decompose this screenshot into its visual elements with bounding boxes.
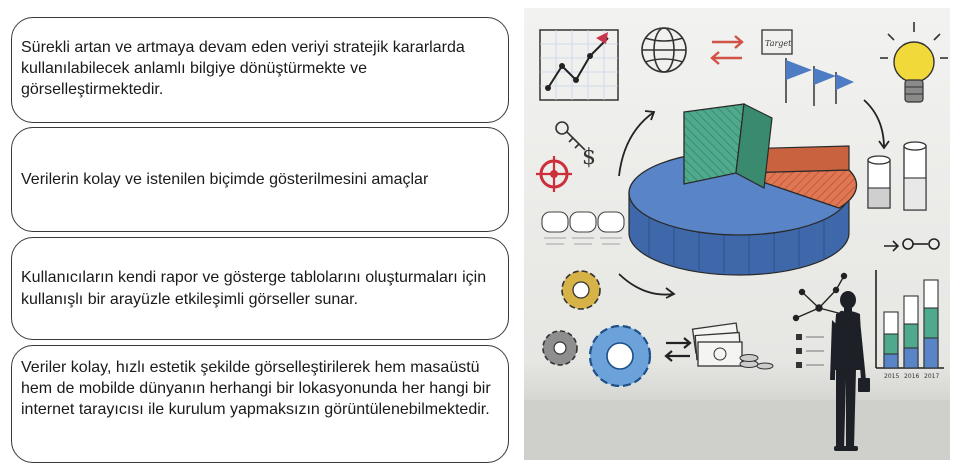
info-box-3	[11, 237, 509, 340]
info-text-3: Kullanıcıların kendi rapor ve gösterge tablolarını oluşturmaları için kullanışlı bir arayüzle etkileşimli görseller sunar.	[21, 269, 487, 308]
bar-label-2: 2016	[904, 373, 920, 380]
info-box-2	[11, 127, 509, 232]
target-label: Target	[765, 39, 792, 48]
speech-bubbles	[542, 212, 624, 232]
dollar-icon: $	[582, 145, 596, 170]
bar-label-3: 2017	[924, 373, 940, 380]
info-text-2: Verilerin kolay ve istenilen biçimde gösterilmesini amaçlar	[21, 170, 429, 188]
info-box-1	[11, 17, 509, 123]
data-visualization-illustration	[524, 8, 950, 460]
info-text-4: Veriler kolay, hızlı estetik şekilde görselleştirilerek hem masaüstü hem de mobilde dünyanın herhangi bir lokasyonunda her hangi bir internet tarayıcısı ile kurulum yapmaksızın görüntülenebilmektedir.	[21, 359, 491, 419]
info-text-1: Sürekli artan ve artmaya devam eden veriyi stratejik kararlarda kullanılabilecek anlamlı bilgiye dönüştürmekte ve görselleştirmektedir.	[21, 39, 465, 99]
floor	[524, 400, 950, 460]
bar-label-1: 2015	[884, 373, 900, 380]
info-box-4	[11, 345, 509, 463]
